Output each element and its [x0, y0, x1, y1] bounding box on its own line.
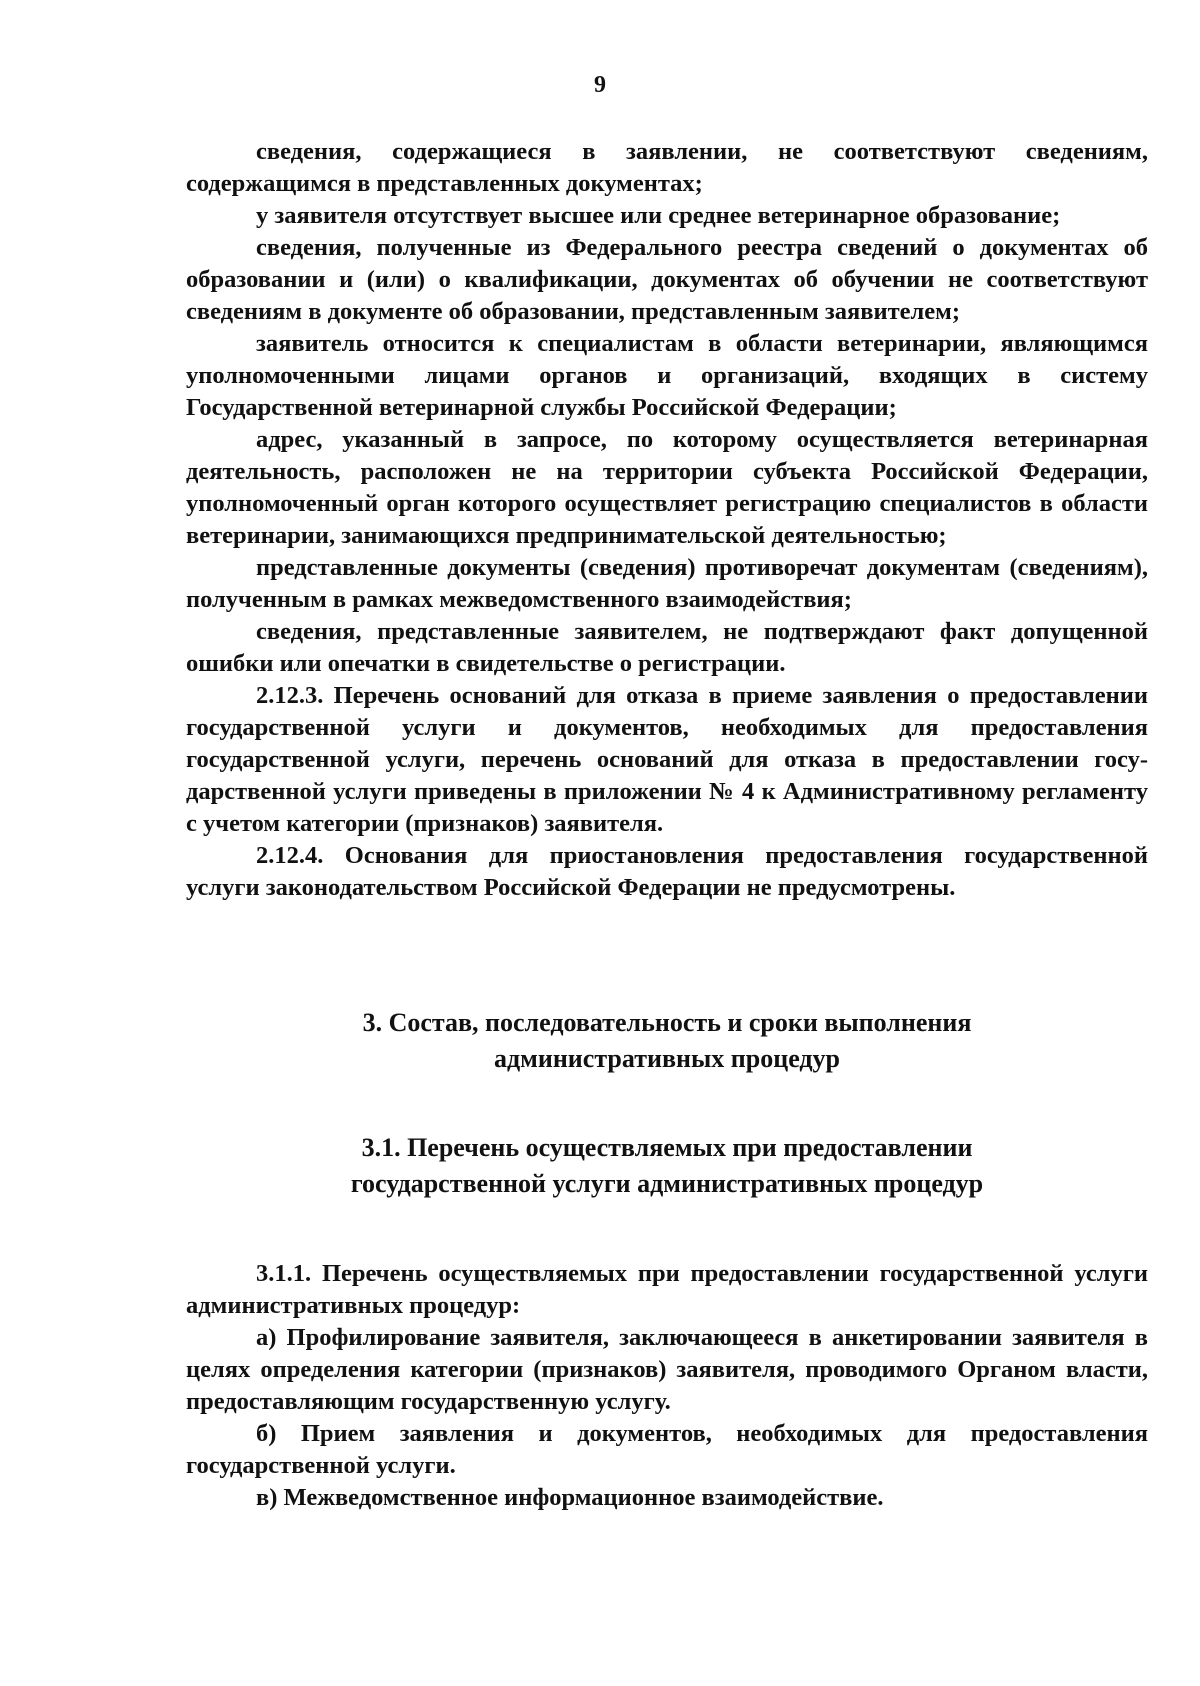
paragraph: сведения, полученные из Федерального реестра сведений о документах об образовании и (или) о квалификации, документах об обучении не соответствуют сведениям в документе об образовании, представленным заявителем;: [186, 234, 1148, 325]
section-3-heading: [186, 1005, 1148, 1077]
bottom-text-block: [186, 1258, 1148, 1514]
paragraph: 3.1.1. Перечень осуществляемых при предоставлении государственной услуги административных процедур:: [186, 1260, 1148, 1319]
paragraph: в) Межведомственное информационное взаимодействие.: [256, 1484, 884, 1511]
paragraph: 2.12.3. Перечень оснований для отказа в приеме заявления о предоставлении государственной услуги и документов, необходимых для предоставления государственной услуги, перечень оснований для отказа в предоставлении госу-дарственной услуги приведены в приложении № 4 к Административному регламенту с учетом категории (признаков) заявителя.: [186, 682, 1148, 837]
paragraph: сведения, представленные заявителем, не подтверждают факт допущенной ошибки или опечатки в свидетельстве о регистрации.: [186, 618, 1148, 677]
section-3-1-heading: [186, 1130, 1148, 1202]
paragraph: у заявителя отсутствует высшее или среднее ветеринарное образование;: [256, 202, 1061, 229]
paragraph: сведения, содержащиеся в заявлении, не соответствуют сведениям, содержащимся в представленных документах;: [186, 138, 1148, 197]
paragraph: заявитель относится к специалистам в области ветеринарии, являющимся уполномоченными лицами органов и организаций, входящих в систему Государственной ветеринарной службы Российской Федерации;: [186, 330, 1148, 421]
paragraph: представленные документы (сведения) противоречат документам (сведениям), полученным в рамках межведомственного взаимодействия;: [186, 554, 1148, 613]
subsection-heading-line: 3.1. Перечень осуществляемых при предоставлении: [361, 1133, 973, 1162]
section-heading-line: 3. Состав, последовательность и сроки выполнения: [362, 1008, 972, 1037]
paragraph: адрес, указанный в запросе, по которому осуществляется ветеринарная деятельность, расположен не на территории субъекта Российской Федерации, уполномоченный орган которого осуществляет регистрацию специалистов в области ветеринарии, занимающихся предпринимательской деятельностью;: [186, 426, 1148, 549]
section-heading-line: административных процедур: [493, 1044, 841, 1073]
paragraph: 2.12.4. Основания для приостановления предоставления государственной услуги законодательством Российской Федерации не предусмотрены.: [186, 842, 1148, 901]
paragraph: а) Профилирование заявителя, заключающееся в анкетировании заявителя в целях определения категории (признаков) заявителя, проводимого Органом власти, предоставляющим государственную услугу.: [186, 1324, 1148, 1415]
paragraph: б) Прием заявления и документов, необходимых для предоставления государственной услуги.: [186, 1420, 1148, 1479]
subsection-heading-line: государственной услуги административных процедур: [350, 1169, 984, 1198]
top-text-block: [186, 136, 1148, 904]
page-number: 9: [594, 72, 606, 98]
